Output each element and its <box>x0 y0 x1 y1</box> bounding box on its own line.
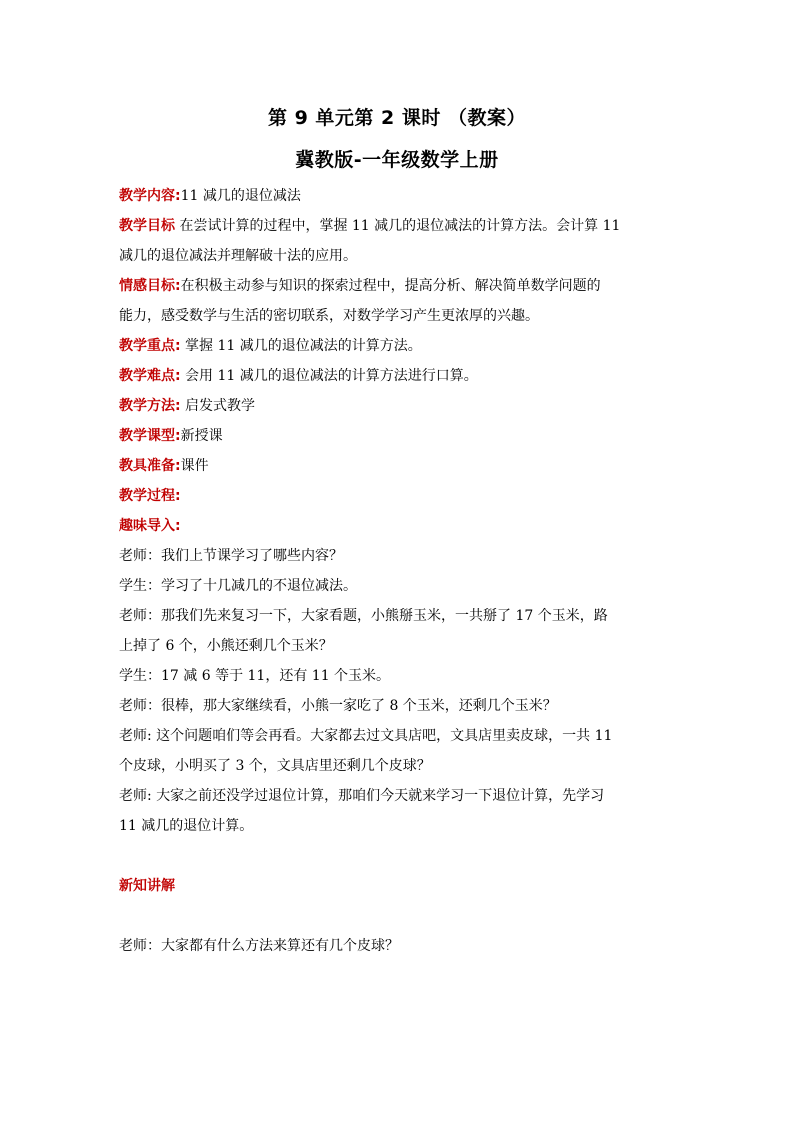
teaching-goal-label: 教学目标 <box>119 218 175 234</box>
teaching-goal-line-1 <box>119 211 679 241</box>
dialogue-line <box>119 661 679 691</box>
method-label: 教学方法: <box>119 398 181 414</box>
dialogue-text: 老师：大家都有什么方法来算还有几个皮球？ <box>119 938 399 954</box>
dialogue-text: 上掉了 6 个，小熊还剩几个玉米？ <box>119 638 333 654</box>
dialogue-line <box>119 931 679 961</box>
key-point-line <box>119 331 679 361</box>
lesson-type-label: 教学课型: <box>119 428 181 444</box>
dialogue-text: 学生：学习了十几减几的不退位减法。 <box>119 578 357 594</box>
dialogue-text: 老师: 大家之前还没学过退位计算，那咱们今天就来学习一下退位计算，先学习 <box>119 788 605 804</box>
teaching-content-line <box>119 181 679 211</box>
dialogue-text: 学生：17 减 6 等于 11，还有 11 个玉米。 <box>119 668 391 684</box>
emotion-goal-line-2 <box>119 301 679 331</box>
blank-spacer <box>119 901 679 931</box>
difficulty-label: 教学难点: <box>119 368 181 384</box>
teaching-goal-text-2: 减几的退位减法并理解破十法的应用。 <box>119 248 357 264</box>
dialogue-text: 老师：很棒，那大家继续看，小熊一家吃了 8 个玉米，还剩几个玉米？ <box>119 698 557 714</box>
teaching-content-label: 教学内容: <box>119 188 181 204</box>
teaching-content-text: 11 减几的退位减法 <box>180 188 301 204</box>
dialogue-line <box>119 811 679 841</box>
new-knowledge-label: 新知讲解 <box>119 878 175 894</box>
dialogue-line <box>119 541 679 571</box>
difficulty-text: 会用 11 减几的退位减法的计算方法进行口算。 <box>180 368 478 384</box>
dialogue-line <box>119 601 679 631</box>
difficulty-line <box>119 361 679 391</box>
lesson-type-line <box>119 421 679 451</box>
dialogue-line <box>119 781 679 811</box>
tools-line <box>119 451 679 481</box>
teaching-goal-line-2 <box>119 241 679 271</box>
dialogue-text: 个皮球，小明买了 3 个，文具店里还剩几个皮球？ <box>119 758 431 774</box>
dialogue-line <box>119 751 679 781</box>
lesson-type-text: 新授课 <box>180 428 223 444</box>
emotion-goal-text-2: 能力，感受数学与生活的密切联系，对数学学习产生更浓厚的兴趣。 <box>119 308 539 324</box>
page-subtitle: 冀教版-一年级数学上册 <box>295 149 499 171</box>
tools-label: 教具准备: <box>119 458 181 474</box>
lesson-content <box>119 181 679 961</box>
dialogue-line <box>119 631 679 661</box>
tools-text: 课件 <box>180 458 209 474</box>
dialogue-text: 11 减几的退位计算。 <box>119 818 254 834</box>
dialogue-text: 老师：那我们先来复习一下，大家看题，小熊掰玉米，一共掰了 17 个玉米，路 <box>119 608 608 624</box>
blank-spacer <box>119 841 679 871</box>
emotion-goal-line-1 <box>119 271 679 301</box>
dialogue-line <box>119 721 679 751</box>
new-knowledge-line <box>119 871 679 901</box>
page-title: 第 9 单元第 2 课时 （教案） <box>267 107 526 129</box>
dialogue-line <box>119 691 679 721</box>
method-text: 启发式教学 <box>180 398 256 414</box>
process-line <box>119 481 679 511</box>
teaching-goal-text-1: 在尝试计算的过程中，掌握 11 减几的退位减法的计算方法。会计算 11 <box>175 218 621 234</box>
method-line <box>119 391 679 421</box>
dialogue-text: 老师: 这个问题咱们等会再看。大家都去过文具店吧，文具店里卖皮球，一共 11 <box>119 728 613 744</box>
intro-line <box>119 511 679 541</box>
process-label: 教学过程: <box>119 488 181 504</box>
dialogue-line <box>119 571 679 601</box>
emotion-goal-text-1: 在积极主动参与知识的探索过程中，提高分析、解决简单数学问题的 <box>180 278 601 294</box>
emotion-goal-label: 情感目标: <box>119 278 181 294</box>
intro-label: 趣味导入: <box>119 518 181 534</box>
dialogue-text: 老师：我们上节课学习了哪些内容？ <box>119 548 343 564</box>
key-point-text: 掌握 11 减几的退位减法的计算方法。 <box>180 338 422 354</box>
key-point-label: 教学重点: <box>119 338 181 354</box>
